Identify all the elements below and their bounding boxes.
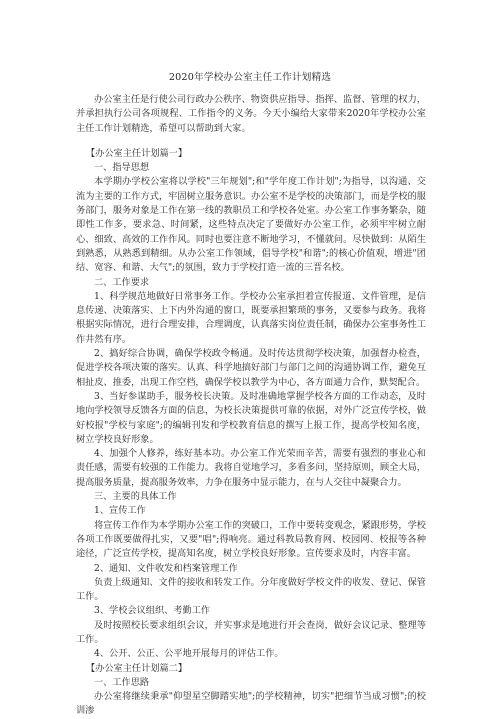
paragraph-spec3: 及时按照校长要求组织会议，并实事求是地进行开会查岗，做好会议记录、整理等工作。	[76, 619, 426, 645]
intro-paragraph: 办公室主任是行使公司行政办公秩序、物资供应指导、指挥、监督、管理的权力，并承担执行公司各项规程、工作指令的义务。今天小编给大家带来2020年学校办公室主任工作计划精选，希望可以帮助到大家。	[76, 94, 426, 134]
paragraph-req4: 4、加强个人修养，练好基本功。办公室工作光荣而辛苦，需要有强烈的事业心和责任感，需要有较强的工作能力。我将自觉地学习，多看多问，坚持原则，顾全大局，提高服务质量，提高服务效率，力争在服务中显示能力，在与人交往中凝聚合力。	[76, 448, 426, 488]
paragraph-ideas: 办公室将继续秉承"仰望星空脚踏实地";的学校精神，切实"把细节当成习惯";的校训渗	[76, 691, 426, 717]
part2-header: 【办公室主任计划篇二】	[86, 662, 188, 674]
part1-header: 【办公室主任计划篇一】	[86, 147, 188, 159]
heading-ideas: 一、工作思路	[94, 676, 150, 688]
paragraph-req3: 3、当好参谋助手，服务校长决策。及时准确地掌握学校各方面的工作动态，及时地向学校领导反馈各方面的信息，为校长决策提供可靠的依据，对外广泛宣传学校，做好校报"学校与家庭";的编辑刊发和学校教育信息的撰写上报工作，提高学校知名度，树立学校良好形象。	[76, 390, 426, 445]
paragraph-req2: 2、搞好综合协调，确保学校政令畅通。及时传达贯彻学校决策，加强督办检查，促进学校各项决策的落实。认真、科学地搞好部门与部门之间的沟通协调工作，避免互相扯皮、推委，出现工作空档，确保学校以教学为中心，各方面通力合作，默契配合。	[76, 348, 426, 388]
heading-spec2: 2、通知、文件收发和档案管理工作	[94, 562, 238, 574]
heading-specific: 三、主要的具体工作	[94, 491, 177, 503]
heading-spec1: 1、宣传工作	[94, 505, 146, 517]
heading-requirements: 二、工作要求	[94, 276, 150, 288]
document-title: 2020年学校办公室主任工作计划精选	[168, 72, 332, 83]
paragraph-guiding: 本学期办学校公室将以学校"三年规划";和"学年度工作计划";为指导，以沟通、交流为主要的工作方式，牢固树立服务意识。办公室不是学校的决策部门，而是学校的服务部门，服务对象是工作在第一线的教职员工和学校各处室。办公室工作事务繁杂，随即性工作多，要求急、时间紧，这些特点决定了要做好办公室工作，必须牢牢树立耐心、细致、高效的工作作风。同时也要注意不断地学习，不懂就问。尽快做到：从陌生到熟悉，从熟悉到精细。从办公室工作领域，倡导学校"和谐";的核心价值观，增进"团结、宽容、和谐、大气";的氛围，致力于学校打造一流的三晋名校。	[76, 176, 426, 274]
document-body	[76, 93, 426, 719]
paragraph-spec1: 将宣传工作作为本学期办公室工作的突破口，工作中要转变观念，紧跟形势，学校各项工作既要做得扎实，又要"唱";得响亮。通过科教局教育网、校园网、校报等各种途径，广泛宣传学校，提高知名度，树立学校良好形象。宣传要求及时，内容丰富。	[76, 519, 426, 560]
heading-spec4: 4、公开、公正、公平地开展每月的评估工作。	[94, 648, 284, 660]
paragraph-spec2: 负责上级通知、文件的接收和转发工作。分年度做好学校文件的收发、登记、保管工作。	[76, 576, 426, 603]
heading-guiding: 一、指导思想	[94, 162, 150, 174]
heading-spec3: 3、学校会议组织、考勤工作	[94, 605, 211, 617]
paragraph-req1: 1、科学规范地做好日常事务工作。学校办公室承担着宣传报道、文件管理，是信息传递、决策落实、上下内外沟通的窗口，既要承担繁琐的事务，又要参与政务。我将根据实际情况，进行合理安排，合理调度，认真落实岗位责任制，确保办公室事务性工作井然有序。	[76, 290, 426, 345]
